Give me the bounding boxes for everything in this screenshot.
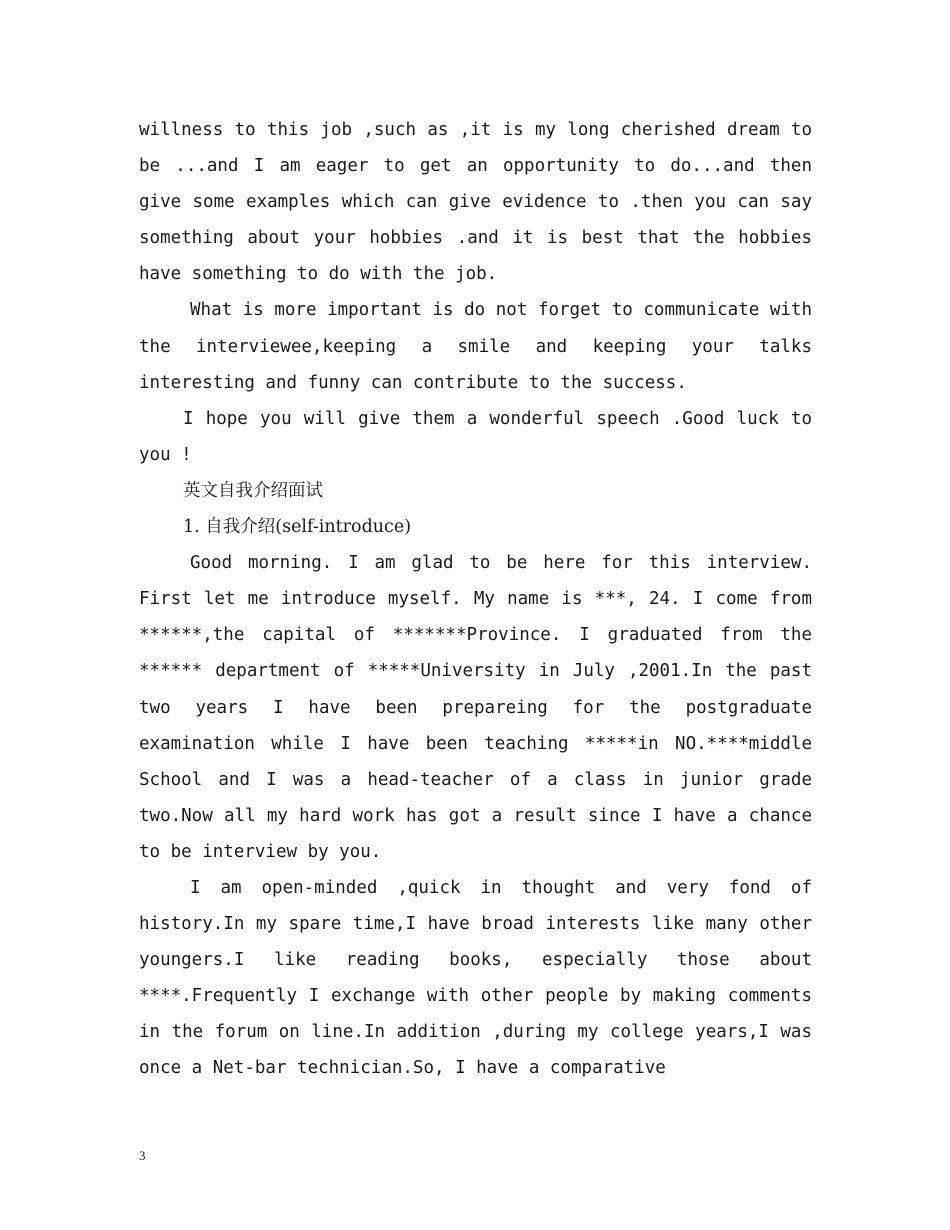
paragraph-communicate: What is more important is do not forget to communicate with the interviewee,keeping a smile and keeping your talks interesting and funny can contribute to the success. xyxy=(139,300,812,393)
subsection-heading-self-introduce: 1. 自我介绍(self-introduce) xyxy=(183,517,412,538)
paragraph-good-morning: Good morning. I am glad to be here for this interview. First let me introduce myself. My name is ***, 24. I come from ******,the capital of *******Province. I graduated from the ****** department of *****University in July ,2001.In the past two years I have been prepareing for the postgraduate examination while I have been teaching *****in NO.****middle School and I was a head-teacher of a class in junior grade two.Now all my hard work has got a result since I have a chance to be interview by you. xyxy=(139,553,812,862)
paragraph-good-luck: I hope you will give them a wonderful speech .Good luck to you ! xyxy=(139,408,812,465)
page-number: 3 xyxy=(139,1148,146,1163)
paragraph-open-minded: I am open-minded ,quick in thought and very fond of history.In my spare time,I have broad interests like many other youngers.I like reading books, especially those about ****.Frequently I exchange with other people by making comments in the forum on line.In addition ,during my college years,I was once a Net-bar technician.So, I have a comparative xyxy=(139,877,812,1079)
paragraph-job-willingness: willness to this job ,such as ,it is my long cherished dream to be ...and I am eager to get an opportunity to do...and then give some examples which can give evidence to .then you can say something about your hobbies .and it is best that the hobbies have something to do with the job. xyxy=(139,120,812,285)
section-heading: 英文自我介绍面试 xyxy=(183,480,323,501)
document-body xyxy=(139,112,812,1087)
